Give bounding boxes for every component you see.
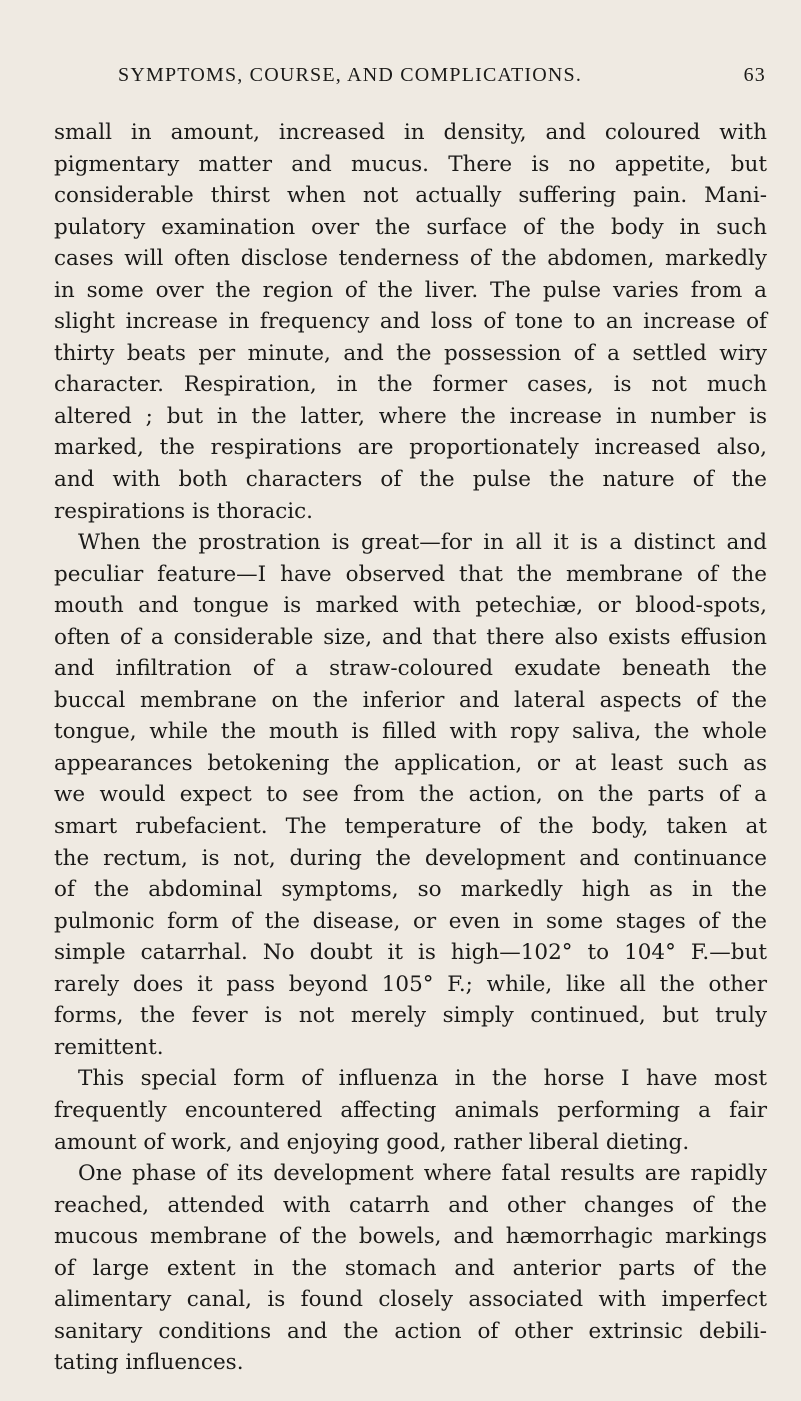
text-line: sanitary conditions and the action of other extrinsic debili- <box>54 1318 767 1344</box>
text-line: pulatory examination over the surface of the body in such <box>54 214 767 240</box>
paragraph-end-line: remittent. <box>54 1034 164 1060</box>
text-line: and infiltration of a straw-coloured exudate beneath the <box>54 656 767 682</box>
paragraph-end-line: tating influences. <box>54 1350 244 1376</box>
text-line: altered ; but in the latter, where the increase in number is <box>54 403 767 429</box>
text-line: forms, the fever is not merely simply continued, but truly <box>54 1003 767 1029</box>
text-line: pigmentary matter and mucus. There is no appetite, but <box>54 151 767 177</box>
paragraph-first-line: One phase of its development where fatal results are rapidly <box>78 1161 767 1187</box>
text-line: thirty beats per minute, and the possession of a settled wiry <box>54 340 767 366</box>
body-text <box>54 117 767 1379</box>
text-line: tongue, while the mouth is filled with ropy saliva, the whole <box>54 719 767 745</box>
text-line: often of a considerable size, and that there also exists effusion <box>54 624 767 650</box>
text-line: peculiar feature—I have observed that the membrane of the <box>54 561 767 587</box>
text-line: frequently encountered affecting animals performing a fair <box>54 1097 767 1123</box>
text-line: of the abdominal symptoms, so markedly high as in the <box>54 877 767 903</box>
paragraph-first-line: This special form of influenza in the horse I have most <box>78 1066 767 1092</box>
text-line: reached, attended with catarrh and other changes of the <box>54 1192 767 1218</box>
text-line: considerable thirst when not actually suffering pain. Mani- <box>54 183 767 209</box>
paragraph-first-line: When the prostration is great—for in all it is a distinct and <box>78 530 767 556</box>
text-line: simple catarrhal. No doubt it is high—102° to 104° F.—but <box>54 940 767 966</box>
page-number: 63 <box>743 64 766 86</box>
text-line: and with both characters of the pulse the nature of the <box>54 467 767 493</box>
text-line: pulmonic form of the disease, or even in some stages of the <box>54 908 767 934</box>
running-head <box>118 64 766 94</box>
text-line: alimentary canal, is found closely associated with imperfect <box>54 1287 767 1313</box>
text-line: we would expect to see from the action, on the parts of a <box>54 782 767 808</box>
text-line: buccal membrane on the inferior and lateral aspects of the <box>54 687 767 713</box>
text-line: cases will often disclose tenderness of the abdomen, markedly <box>54 246 767 272</box>
text-line: smart rubefacient. The temperature of the body, taken at <box>54 814 767 840</box>
text-line: rarely does it pass beyond 105° F.; while, like all the other <box>54 971 767 997</box>
paragraph-end-line: respirations is thoracic. <box>54 498 314 524</box>
paragraph-end-line: amount of work, and enjoying good, rather liberal dieting. <box>54 1129 690 1155</box>
text-line: the rectum, is not, during the development and continuance <box>54 845 767 871</box>
text-line: small in amount, increased in density, and coloured with <box>54 120 767 145</box>
text-line: mouth and tongue is marked with petechiæ, or blood-spots, <box>54 593 767 619</box>
text-line: in some over the region of the liver. The pulse varies from a <box>54 277 767 303</box>
text-line: marked, the respirations are proportionately increased also, <box>54 435 767 461</box>
text-line: of large extent in the stomach and anterior parts of the <box>54 1255 767 1281</box>
text-line: character. Respiration, in the former cases, is not much <box>54 372 767 398</box>
running-title: SYMPTOMS, COURSE, AND COMPLICATIONS. <box>118 64 583 86</box>
text-line: appearances betokening the application, or at least such as <box>54 750 767 776</box>
text-line: mucous membrane of the bowels, and hæmorrhagic markings <box>54 1224 767 1250</box>
text-line: slight increase in frequency and loss of tone to an increase of <box>54 309 767 335</box>
